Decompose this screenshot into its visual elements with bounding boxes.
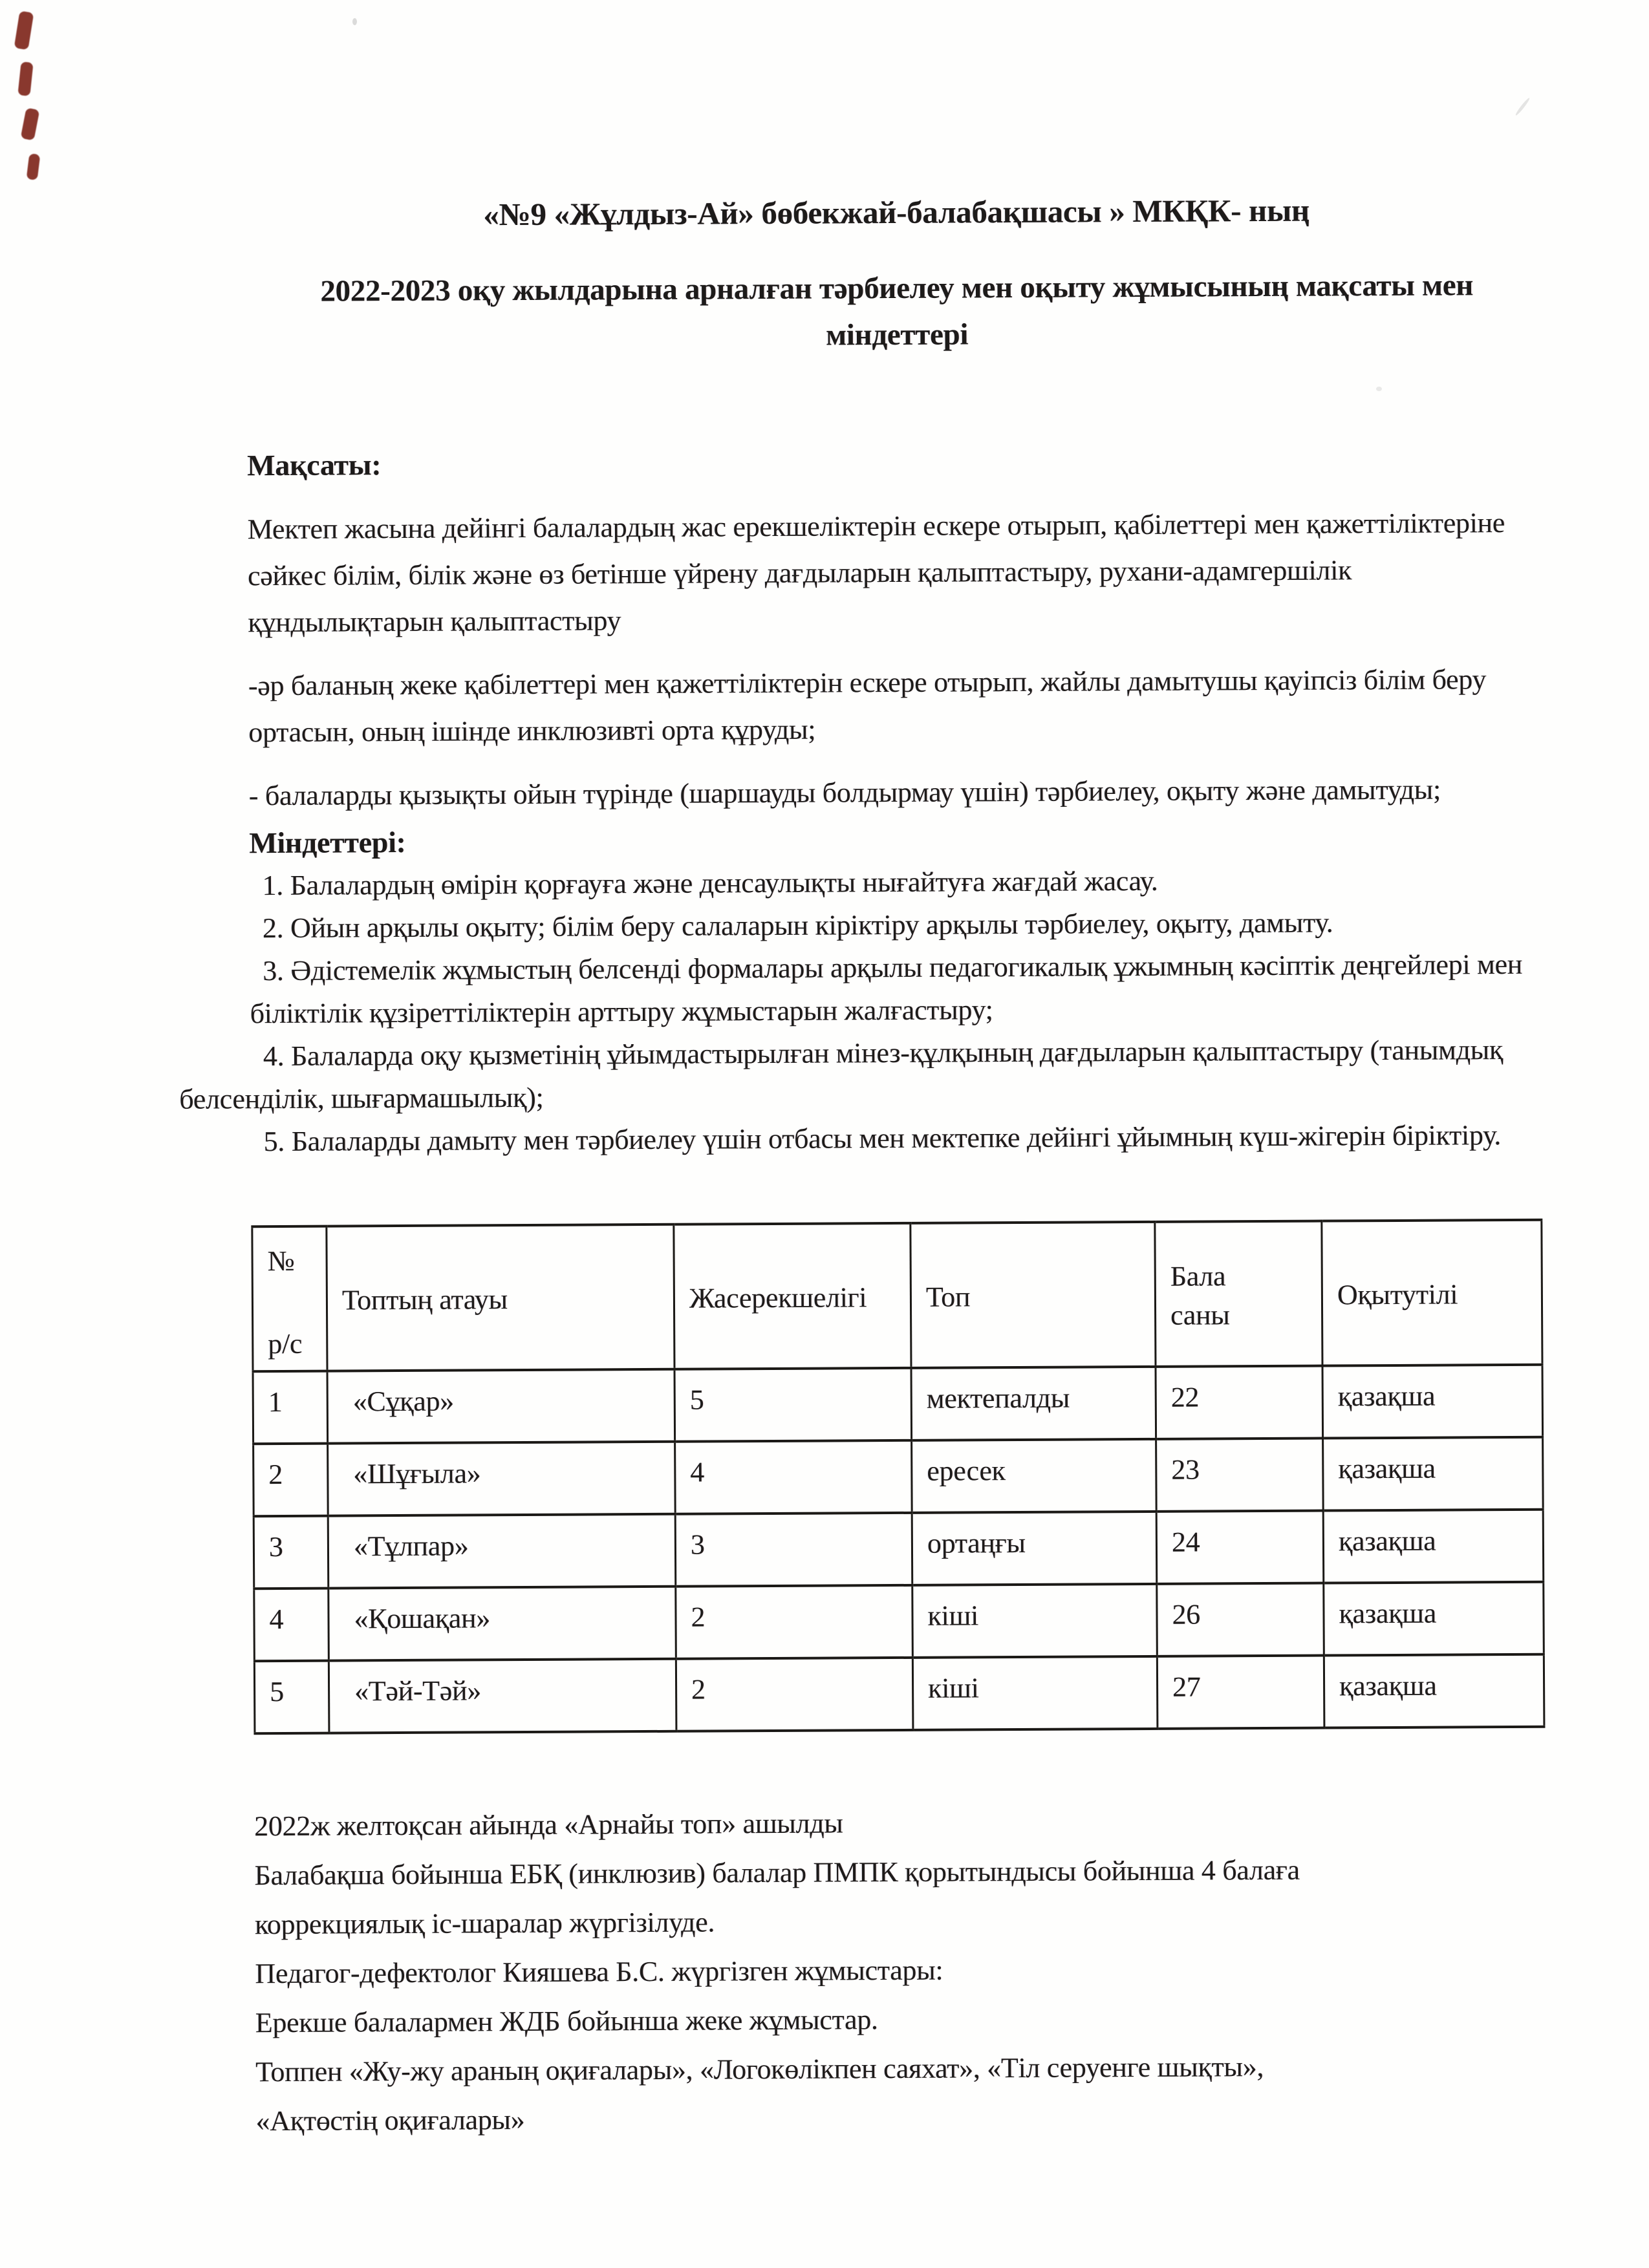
goal-heading: Мақсаты: — [247, 448, 382, 482]
cell-child-count: 23 — [1156, 1439, 1324, 1512]
cell-language: қазақша — [1324, 1654, 1544, 1728]
cell-language: қазақша — [1324, 1582, 1544, 1656]
goal-paragraph: -әр баланың жеке қабілеттері мен қажеттіліктерін ескере отырып, жайлы дамытушы қауіпсіз білім беру ортасын, оның ішінде инклюзивті орта құруды; — [248, 663, 1487, 749]
page-subtitle-line-2: міндеттері — [825, 317, 969, 352]
footer-line: коррекциялық іс-шаралар жүргізілуде. — [254, 1906, 715, 1941]
binding-ink-mark — [14, 11, 34, 50]
page-subtitle-line-1: 2022-2023 оқу жылдарына арналған тәрбиелеу мен оқыту жұмысының мақсаты мен — [320, 268, 1474, 308]
cell-number: 5 — [254, 1661, 329, 1734]
tasks-heading: Міндеттері: — [249, 825, 406, 860]
cell-age: 3 — [675, 1513, 912, 1587]
cell-group-name: «Сұқар» — [327, 1369, 675, 1444]
cell-age: 5 — [674, 1368, 912, 1442]
cell-group-type: мектепалды — [911, 1367, 1156, 1440]
page-title: «№9 «Жұлдыз-Ай» бөбекжай-балабақшасы » МКҚК- ның — [483, 192, 1310, 233]
footer-line: Топпен «Жу-жу араның оқиғалары», «Логокөлікпен саяхат», «Тіл серуенге шықты», — [255, 2051, 1264, 2088]
binding-ink-mark — [21, 107, 40, 140]
footer-line: 2022ж желтоқсан айында «Арнайы топ» ашылды — [254, 1807, 843, 1843]
cell-number: 1 — [253, 1371, 328, 1444]
header-number-line2: р/с — [268, 1327, 303, 1360]
footer-notes — [254, 1795, 1557, 2146]
groups-table — [251, 1219, 1545, 1735]
footer-line: Педагог-дефектолог Кияшева Б.С. жүргізген жұмыстары: — [255, 1954, 943, 1990]
page-subtitle — [246, 262, 1548, 362]
header-count-line1: Бала — [1170, 1260, 1226, 1292]
cell-child-count: 26 — [1157, 1583, 1324, 1656]
table-header-row — [252, 1220, 1542, 1371]
table-row — [253, 1365, 1543, 1444]
table-row — [253, 1510, 1544, 1589]
cell-group-name: «Қошақан» — [329, 1587, 676, 1661]
cell-language: қазақша — [1323, 1510, 1544, 1583]
cell-group-name: «Тәй-Тәй» — [329, 1659, 676, 1733]
cell-language: қазақша — [1322, 1365, 1543, 1439]
cell-age: 2 — [676, 1585, 913, 1659]
cell-child-count: 22 — [1156, 1366, 1323, 1439]
cell-number: 2 — [253, 1444, 329, 1517]
cell-number: 3 — [253, 1516, 329, 1589]
footer-line: Ерекше балалармен ЖДБ бойынша жеке жұмыстар. — [255, 2004, 878, 2039]
cell-age: 4 — [675, 1440, 912, 1514]
binding-ink-mark — [27, 153, 41, 180]
task-item-5: 5. Балаларды дамыту мен тәрбиелеу үшін отбасы мен мектепке дейінгі ұйымның күш-жігерін біріктіру. — [263, 1119, 1502, 1158]
task-item-4: 4. Балаларда оқу қызметінің ұйымдастырылған мінез-құлқының дағдыларын қалыптастыру (танымдық белсенділік, шығармашылық); — [179, 1034, 1503, 1115]
cell-group-type: ортаңғы — [912, 1512, 1157, 1585]
cell-language: қазақша — [1323, 1437, 1544, 1511]
cell-child-count: 27 — [1157, 1656, 1324, 1729]
binding-ink-mark — [17, 61, 33, 96]
task-item-2: 2. Ойын арқылы оқыту; білім беру салаларын кіріктіру арқылы тәрбиелеу, оқыту, дамыту. — [262, 906, 1333, 945]
header-cell-number — [252, 1226, 327, 1372]
header-number-line1: № — [267, 1245, 295, 1278]
header-cell-group-type: Топ — [911, 1222, 1156, 1368]
cell-group-type: кіші — [912, 1656, 1158, 1730]
table-row — [254, 1582, 1544, 1661]
header-cell-language: Оқытутілі — [1322, 1220, 1542, 1366]
cell-group-name: «Шұғыла» — [328, 1442, 676, 1516]
task-item-3: 3. Әдістемелік жұмыстың белсенді формалары арқылы педагогикалық ұжымның кәсіптік деңгейлері мен біліктілік құзіреттіліктерін арттыру жұмыстарын жалғастыру; — [250, 948, 1523, 1030]
table-row — [253, 1437, 1544, 1516]
document-content — [179, 0, 1557, 2146]
cell-age: 2 — [676, 1658, 913, 1731]
cell-group-type: ересек — [912, 1439, 1157, 1513]
header-cell-child-count — [1155, 1221, 1322, 1367]
goal-paragraph: Мектеп жасына дейінгі балалардың жас ерекшеліктерін ескере отырып, қабілеттері мен қажеттіліктеріне сәйкес білім, білік және өз бетінше үйрену дағдыларын қалыптастыру, рухани-адамгершілік құндылықтарын қалыптастыру — [247, 507, 1505, 639]
table-row — [254, 1654, 1544, 1733]
header-count-line2: саны — [1170, 1299, 1230, 1331]
goal-paragraph: - балаларды қызықты ойын түрінде (шаршауды болдырмау үшін) тәрбиелеу, оқыту және дамытуды; — [248, 773, 1441, 812]
cell-group-type: кіші — [912, 1584, 1158, 1658]
header-cell-age: Жасерекшелігі — [674, 1223, 911, 1369]
footer-line: Балабақша бойынша ЕБҚ (инклюзив) балалар ПМПК қорытындысы бойынша 4 балаға — [254, 1854, 1300, 1892]
cell-child-count: 24 — [1156, 1511, 1324, 1584]
cell-group-name: «Тұлпар» — [328, 1514, 676, 1589]
task-item-1: 1. Балалардың өмірін қорғауға және денсаулықты нығайтуға жағдай жасау. — [262, 864, 1158, 902]
cell-number: 4 — [254, 1589, 329, 1662]
footer-line: «Ақтөстің оқиғалары» — [255, 2104, 525, 2137]
header-cell-group-name: Топтың атауы — [327, 1225, 674, 1371]
